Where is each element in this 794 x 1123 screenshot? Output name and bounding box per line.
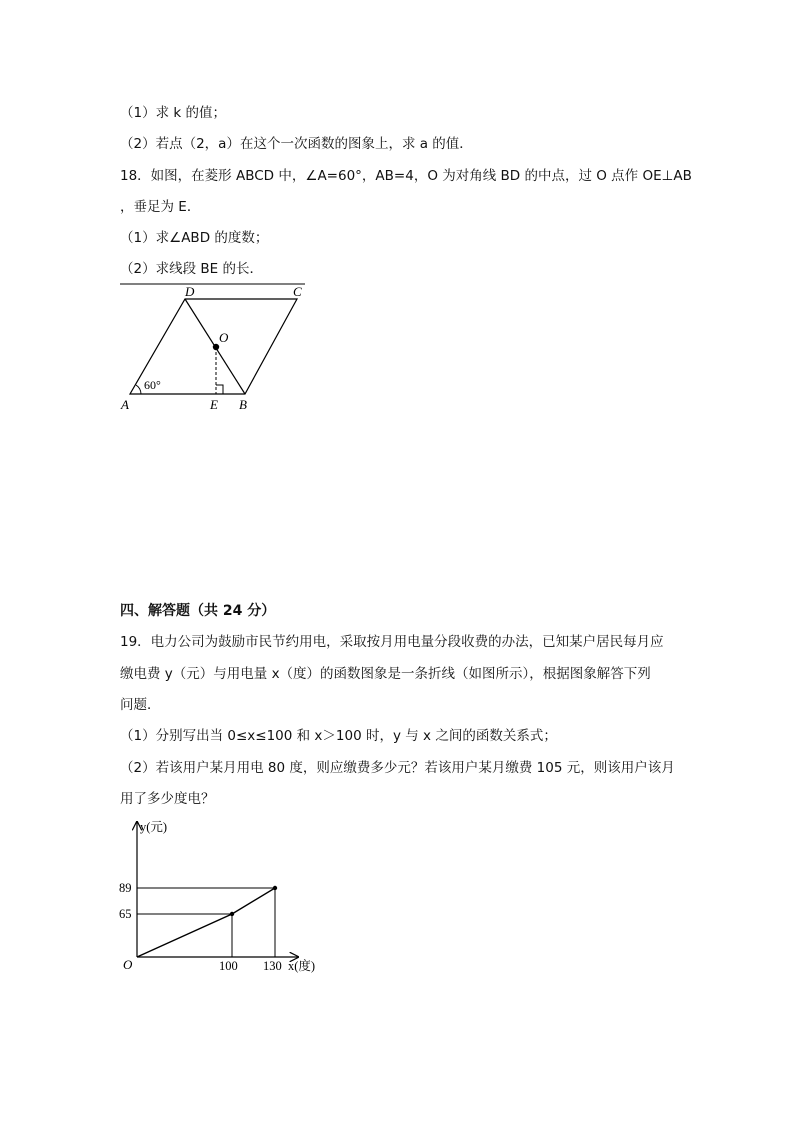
rhombus-figure	[115, 280, 315, 415]
label-c: C	[293, 284, 302, 299]
electricity-graph	[115, 815, 330, 980]
q19-sub2-line2: 用了多少度电？	[120, 791, 215, 807]
label-o: O	[219, 330, 229, 345]
angle-label: 60°	[144, 378, 161, 392]
q18-stem-line1: 18．如图，在菱形 ABCD 中，∠A=60°，AB=4，O 为对角线 BD 的中点，过 O 点作 OE⊥AB	[120, 168, 692, 184]
y-tick-65: 65	[119, 907, 132, 921]
q19-sub2-line1: （2）若该用户某月用电 80 度，则应缴费多少元？若该用户某月缴费 105 元，则该用户该月	[120, 760, 675, 776]
x-tick-100: 100	[219, 959, 238, 973]
y-tick-89: 89	[119, 881, 132, 895]
label-d: D	[185, 284, 195, 299]
fee-polyline	[137, 888, 275, 957]
q19-stem-line2: 缴电费 y（元）与用电量 x（度）的函数图象是一条折线（如图所示），根据图象解答下列	[120, 666, 651, 682]
section-4-heading: 四、解答题（共 24 分）	[120, 603, 276, 619]
origin-label: O	[123, 957, 133, 972]
q18-stem-line2: ，垂足为 E．	[120, 199, 201, 215]
label-a: A	[121, 397, 129, 412]
q18-sub2: （2）求线段 BE 的长．	[120, 261, 263, 277]
q19-stem-line1: 19．电力公司为鼓励市民节约用电，采取按月用电量分段收费的办法，已知某户居民每月应	[120, 634, 664, 650]
q17-sub1: （1）求 k 的值；	[120, 105, 226, 121]
label-e: E	[210, 397, 218, 412]
y-axis-label: y(元)	[140, 820, 168, 834]
q17-sub2: （2）若点（2，a）在这个一次函数的图象上，求 a 的值．	[120, 136, 473, 152]
x-tick-130: 130	[263, 959, 282, 973]
point-130-89	[273, 886, 277, 890]
angle-arc	[136, 385, 141, 394]
x-axis-label: x(度)	[288, 959, 316, 973]
point-100-65	[230, 912, 234, 916]
right-angle-mark	[216, 385, 223, 394]
q19-stem-line3: 问题．	[120, 697, 161, 713]
label-b: B	[239, 397, 247, 412]
q18-sub1: （1）求∠ABD 的度数；	[120, 230, 269, 246]
q19-sub1: （1）分别写出当 0≤x≤100 和 x＞100 时，y 与 x 之间的函数关系式；	[120, 728, 557, 744]
